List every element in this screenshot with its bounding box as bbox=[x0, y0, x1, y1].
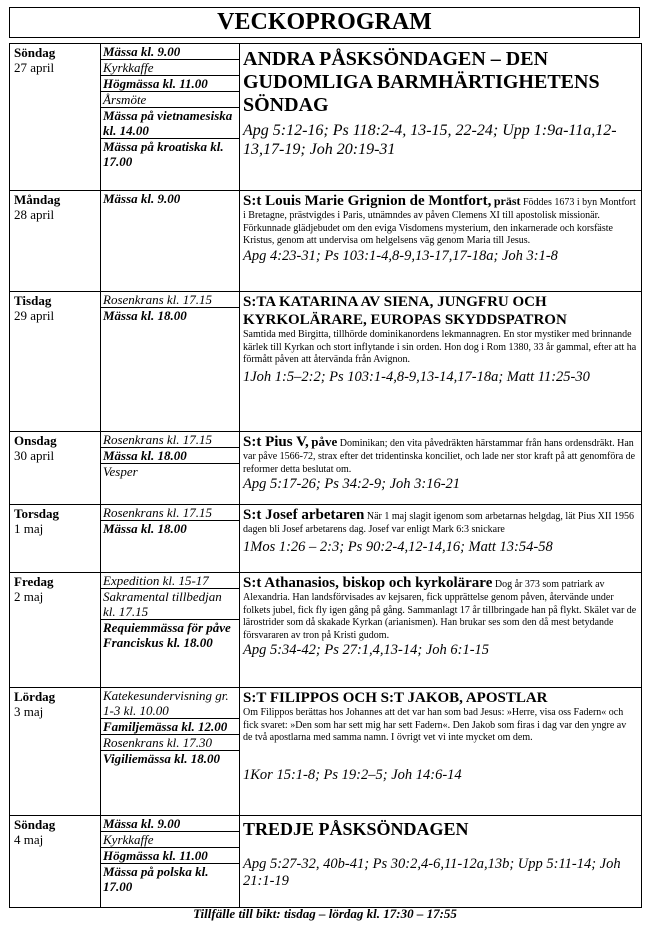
event-item: Katekesundervisning gr. 1-3 kl. 10.00 bbox=[101, 688, 239, 719]
day-date: 3 maj bbox=[14, 704, 44, 719]
info-cell bbox=[240, 688, 642, 816]
day-name: Tisdag bbox=[14, 293, 52, 308]
event-item: Expedition kl. 15-17 bbox=[101, 573, 239, 589]
event-item: Mässa kl. 9.00 bbox=[103, 191, 181, 206]
readings: 1Kor 15:1-8; Ps 19:2–5; Joh 14:6-14 bbox=[243, 766, 462, 783]
day-row bbox=[10, 44, 642, 191]
day-name: Fredag bbox=[14, 574, 54, 589]
day-cell bbox=[10, 573, 101, 688]
events-cell bbox=[101, 292, 240, 432]
event-item: Familjemässa kl. 12.00 bbox=[101, 719, 239, 735]
day-cell bbox=[10, 688, 101, 816]
day-name: Söndag bbox=[14, 817, 56, 832]
event-item: Mässa kl. 9.00 bbox=[101, 44, 239, 60]
feast-rank: påve bbox=[311, 434, 338, 449]
day-name: Torsdag bbox=[14, 506, 60, 521]
day-date: 2 maj bbox=[14, 589, 44, 604]
event-item: Requiemmässa för påve Franciskus kl. 18.00 bbox=[103, 620, 231, 650]
day-cell bbox=[10, 432, 101, 505]
feast-description: Om Filippos berättas hos Johannes att det var han som bad Jesus: »Herre, visa oss Fadern« och fick svaret: »Den som har sett mig har sett Fadern«. Den Jakob som firas i dag var den yngre av de två apostlarna med samma namn. I övrigt vet vi inte mycket om dem. bbox=[243, 707, 627, 743]
info-cell bbox=[240, 432, 642, 505]
event-item: Mässa på kroatiska kl. 17.00 bbox=[103, 139, 224, 169]
event-item: Vesper bbox=[103, 464, 138, 479]
events-cell bbox=[101, 688, 240, 816]
event-item: Rosenkrans kl. 17.15 bbox=[101, 292, 239, 308]
feast-title: S:TA KATARINA AV SIENA, JUNGFRU OCH KYRKOLÄRARE, EUROPAS SKYDDSPATRON bbox=[243, 294, 567, 328]
feast-description: Dog år 373 som patriark av Alexandria. Han landsförvisades av kejsaren, fick upprättelse genom påven, återvände under folkets jubel, fick fly igen gång på gång. Sammanlagt 17 år tillbringade han på flykt. Skälet var de lärostrider som då skakade Kyrkan (arianismen). Han brukar ses som den då mest betydande försvararen av tron på Kristi gudom. bbox=[243, 579, 637, 641]
event-item: Mässa kl. 18.00 bbox=[101, 448, 239, 464]
events-cell bbox=[101, 573, 240, 688]
feast-description: Dominikan; den vita påvedräkten härstammar från hans ordensdräkt. Han var påve 1566-72, strax efter det tridentinska konciliet, och lade ner stor kraft på att genomföra de reformer detta beslutat om. bbox=[243, 438, 636, 475]
day-cell bbox=[10, 292, 101, 432]
day-date: 28 april bbox=[14, 207, 55, 222]
day-cell bbox=[10, 816, 101, 908]
feast-title: S:t Pius V, bbox=[243, 434, 309, 450]
event-item: Högmässa kl. 11.00 bbox=[101, 76, 239, 92]
event-item: Mässa kl. 18.00 bbox=[103, 308, 187, 323]
feast-description: När 1 maj slagit igenom som arbetarnas helgdag, lät Pius XII 1956 dagen bli Josef arbetarens dag. Josef var enligt Mark 6:3 snickare bbox=[243, 511, 635, 535]
day-name: Måndag bbox=[14, 192, 61, 207]
page-title: VECKOPROGRAM bbox=[9, 7, 640, 38]
events-cell bbox=[101, 432, 240, 505]
confession-note: Tillfälle till bikt: tisdag – lördag kl. 17:30 – 17:55 bbox=[193, 906, 457, 921]
event-item: Vigiliemässa kl. 18.00 bbox=[103, 751, 221, 766]
info-cell bbox=[240, 292, 642, 432]
feast-title: ANDRA PÅSKSÖNDAGEN – DEN GUDOMLIGA BARMHÄRTIGHETENS SÖNDAG bbox=[243, 48, 600, 116]
readings: Apg 5:12-16; Ps 118:2-4, 13-15, 22-24; Upp 1:9a-11a,12-13,17-19; Joh 20:19-31 bbox=[243, 122, 617, 158]
readings: Apg 5:17-26; Ps 34:2-9; Joh 3:16-21 bbox=[243, 476, 461, 492]
event-item: Mässa på polska kl. 17.00 bbox=[103, 864, 209, 894]
events-cell bbox=[101, 191, 240, 292]
readings: Apg 4:23-31; Ps 103:1-4,8-9,13-17,17-18a; Joh 3:1-8 bbox=[243, 247, 558, 264]
day-name: Lördag bbox=[14, 689, 56, 704]
info-cell bbox=[240, 573, 642, 688]
day-cell bbox=[10, 44, 101, 191]
day-date: 4 maj bbox=[14, 832, 44, 847]
schedule-table bbox=[9, 43, 642, 908]
day-row bbox=[10, 292, 642, 432]
event-item: Sakramental tillbedjan kl. 17.15 bbox=[101, 589, 239, 620]
readings: 1Mos 1:26 – 2:3; Ps 90:2-4,12-14,16; Matt 13:54-58 bbox=[243, 538, 553, 555]
events-cell bbox=[101, 816, 240, 908]
event-item: Mässa kl. 18.00 bbox=[103, 521, 187, 536]
readings: Apg 5:34-42; Ps 27:1,4,13-14; Joh 6:1-15 bbox=[243, 642, 490, 658]
event-item: Mässa på vietnamesiska kl. 14.00 bbox=[101, 108, 239, 139]
event-item: Rosenkrans kl. 17.15 bbox=[101, 505, 239, 521]
event-item: Högmässa kl. 11.00 bbox=[101, 848, 239, 864]
readings: Apg 5:27-32, 40b-41; Ps 30:2,4-6,11-12a,13b; Upp 5:11-14; Joh 21:1-19 bbox=[243, 856, 621, 889]
day-row bbox=[10, 816, 642, 908]
info-cell bbox=[240, 816, 642, 908]
feast-description: Föddes 1673 i byn Montfort i Bretagne, prästvigdes i Paris, utnämndes av påven Clemens XI till apostolisk missionär. Förkunnade glädjebudet om den eviga Visdomens mysterium, den inkarnerade och korsfäste Kristus, genom att undervisa om helgelsens väg genom Maria till Jesus. bbox=[243, 197, 636, 246]
feast-title: S:T FILIPPOS OCH S:T JAKOB, APOSTLAR bbox=[243, 690, 548, 706]
feast-title: S:t Louis Marie Grignion de Montfort, bbox=[243, 193, 492, 209]
day-date: 30 april bbox=[14, 448, 55, 463]
info-cell bbox=[240, 191, 642, 292]
event-item: Årsmöte bbox=[101, 92, 239, 108]
day-name: Onsdag bbox=[14, 433, 57, 448]
info-cell bbox=[240, 505, 642, 573]
readings: 1Joh 1:5–2:2; Ps 103:1-4,8-9,13-14,17-18a; Matt 11:25-30 bbox=[243, 368, 590, 385]
day-row bbox=[10, 573, 642, 688]
events-cell bbox=[101, 505, 240, 573]
feast-title: S:t Josef arbetaren bbox=[243, 507, 365, 523]
feast-title: TREDJE PÅSKSÖNDAGEN bbox=[243, 819, 469, 839]
day-name: Söndag bbox=[14, 45, 56, 60]
event-item: Mässa kl. 9.00 bbox=[101, 816, 239, 832]
day-cell bbox=[10, 505, 101, 573]
events-cell bbox=[101, 44, 240, 191]
day-row bbox=[10, 505, 642, 573]
event-item: Kyrkkaffe bbox=[101, 832, 239, 848]
event-item: Kyrkkaffe bbox=[101, 60, 239, 76]
day-date: 1 maj bbox=[14, 521, 44, 536]
day-date: 29 april bbox=[14, 308, 55, 323]
day-row bbox=[10, 688, 642, 816]
info-cell bbox=[240, 44, 642, 191]
day-row bbox=[10, 432, 642, 505]
event-item: Rosenkrans kl. 17.30 bbox=[101, 735, 239, 751]
day-cell bbox=[10, 191, 101, 292]
feast-title: S:t Athanasios, biskop och kyrkolärare bbox=[243, 575, 493, 591]
day-row bbox=[10, 191, 642, 292]
feast-description: Samtida med Birgitta, tillhörde dominikanordens lekmannagren. En stor mystiker med brinnande kärlek till Kyrkan och stort inflytande i sin orden. Hon dog i Rom 1380, 33 år gammal, efter att ha förmått påven att återvända från Avignon. bbox=[243, 329, 637, 365]
event-item: Rosenkrans kl. 17.15 bbox=[101, 432, 239, 448]
feast-rank: präst bbox=[493, 194, 521, 208]
day-date: 27 april bbox=[14, 60, 55, 75]
